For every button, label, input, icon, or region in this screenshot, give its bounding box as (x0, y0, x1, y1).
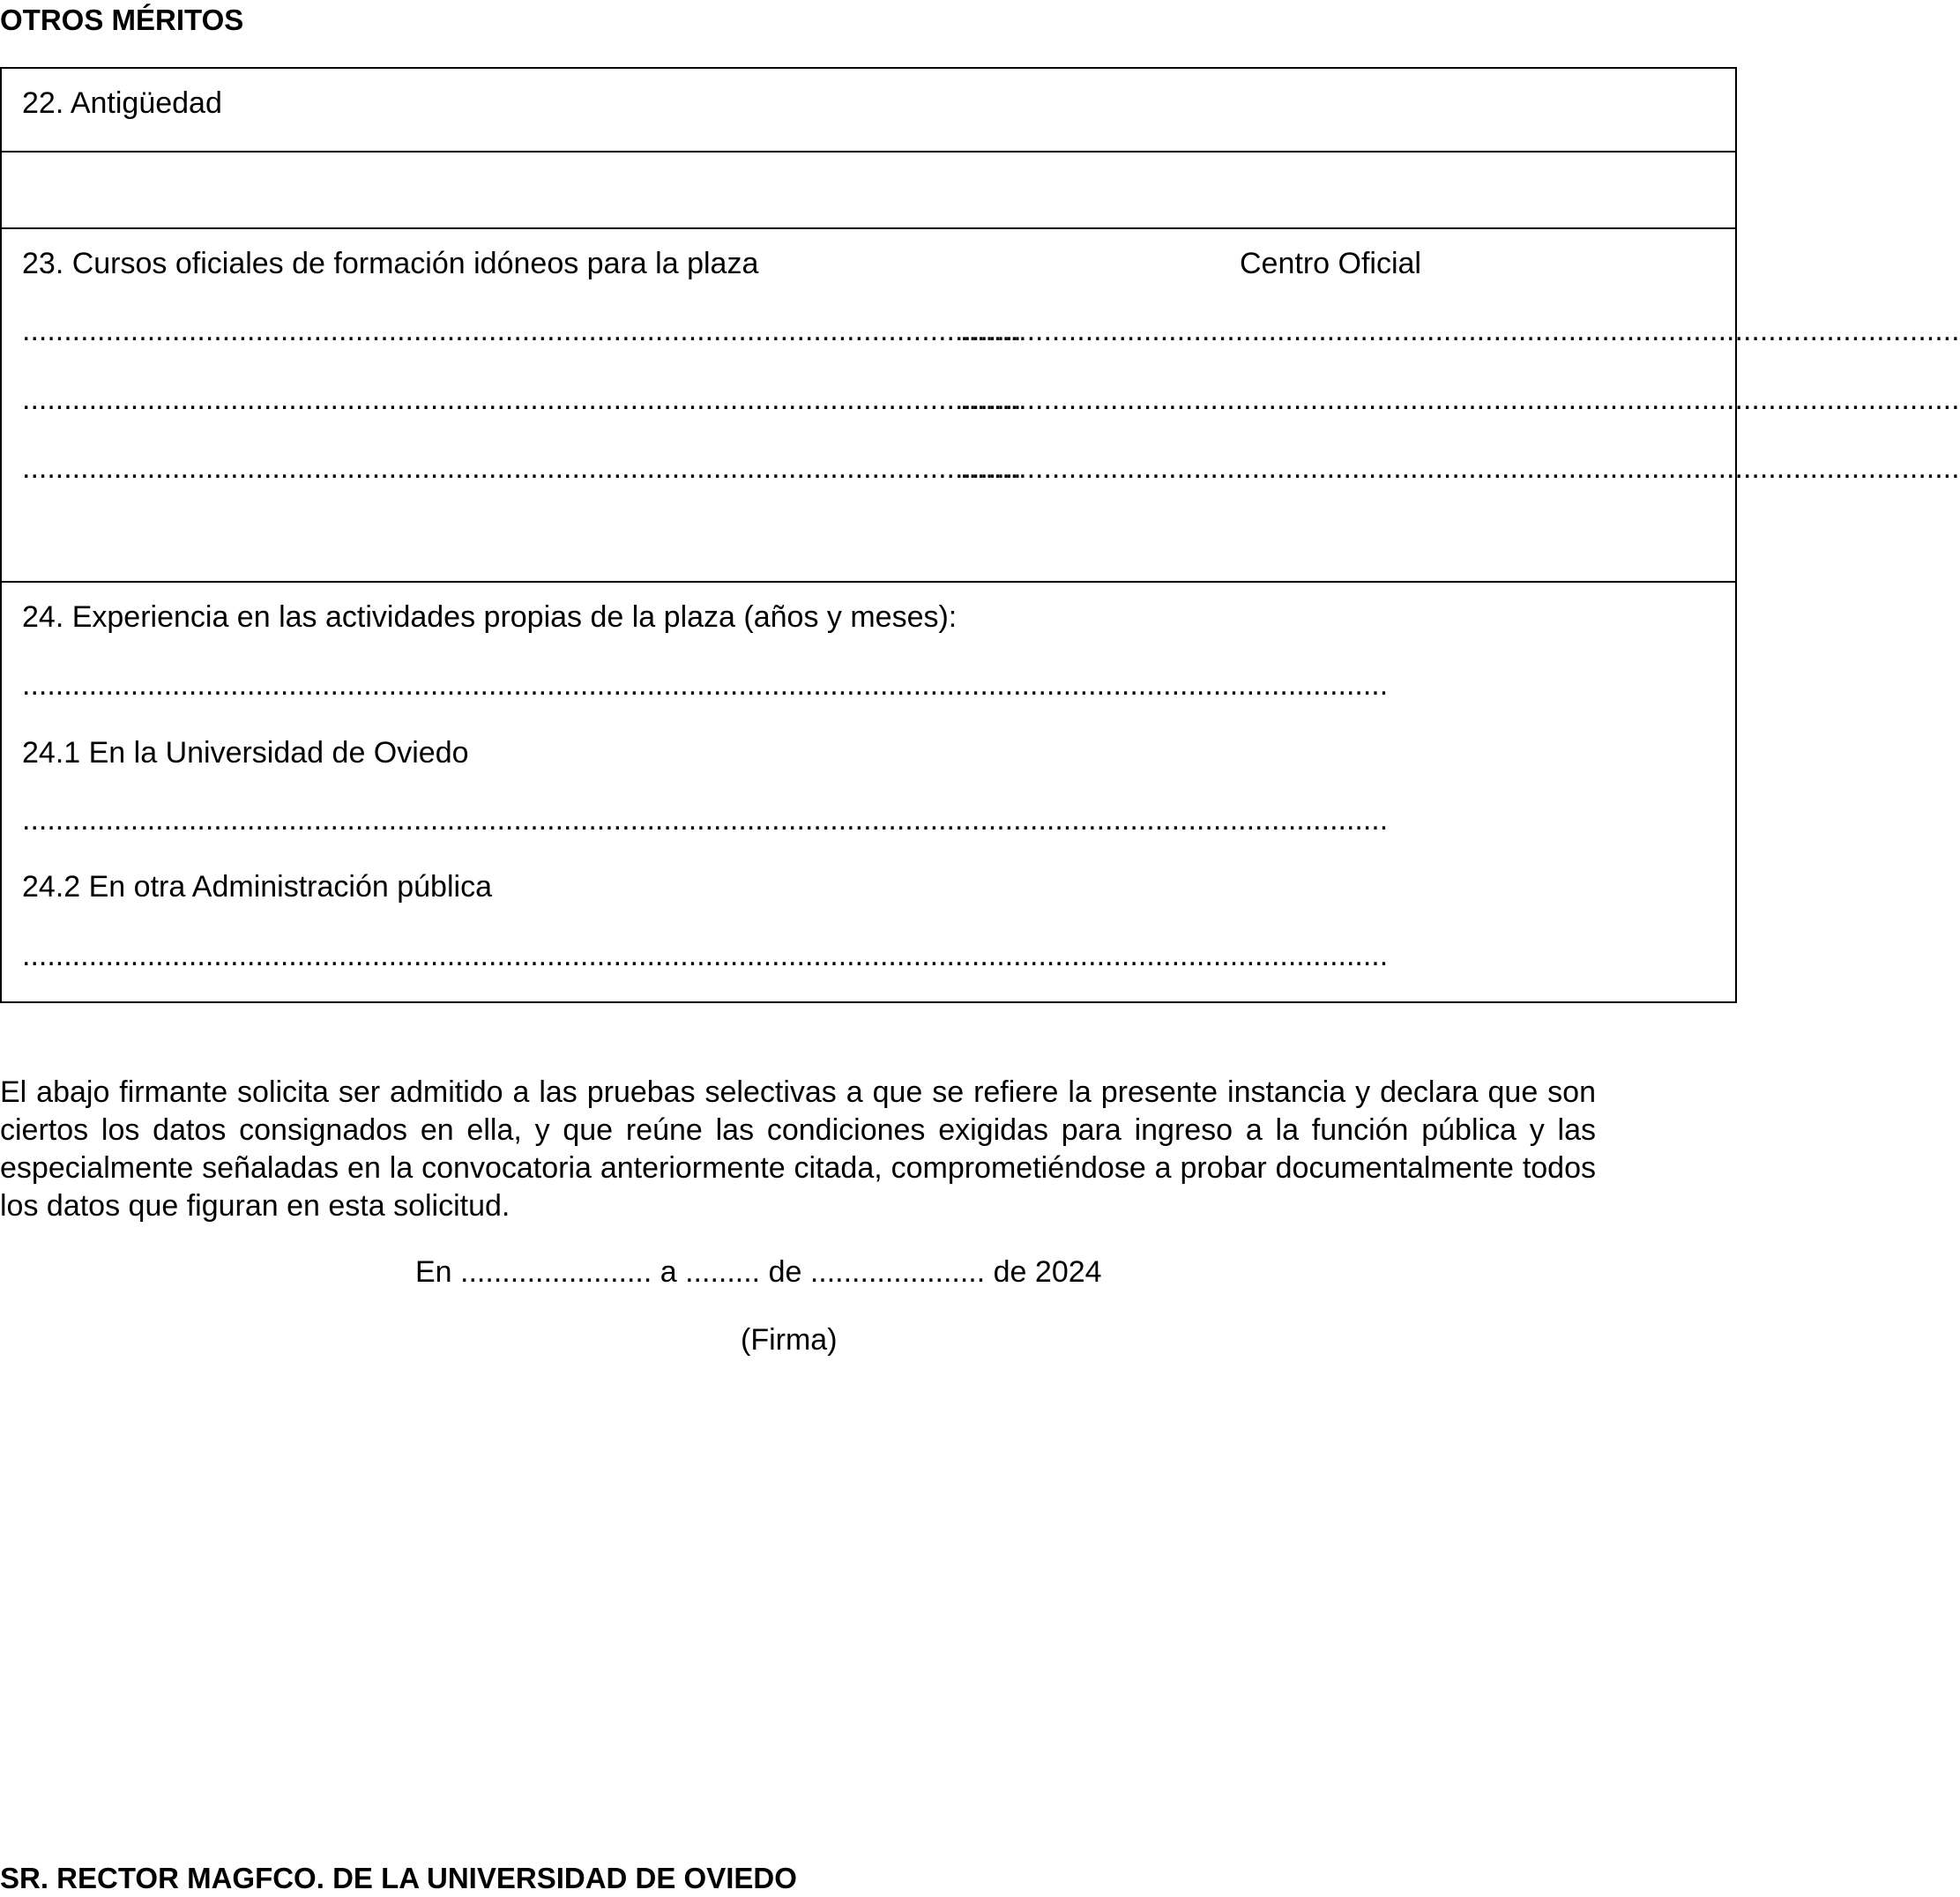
universidad-oviedo-label: 24.1 En la Universidad de Oviedo (22, 736, 469, 770)
otra-administracion-field[interactable]: .................................................................................................................................................................... (22, 939, 1389, 972)
antiguedad-value-field[interactable] (0, 151, 1737, 229)
signature-label: (Firma) (741, 1323, 838, 1357)
curso-field-3[interactable]: ........................................................................................................................ (22, 451, 1022, 485)
cursos-label: 23. Cursos oficiales de formación idóneos para la plaza (22, 247, 759, 280)
section-title: OTROS MÉRITOS (0, 4, 244, 36)
otra-administracion-label: 24.2 En otra Administración pública (22, 870, 492, 904)
curso-field-1[interactable]: ........................................................................................................................ (22, 314, 1022, 347)
universidad-oviedo-field[interactable]: .................................................................................................................................................................... (22, 803, 1389, 837)
centro-field-1[interactable]: ........................................................................................................................ (960, 314, 1960, 347)
antiguedad-label: 22. Antigüedad (22, 86, 222, 120)
experiencia-label: 24. Experiencia en las actividades propias de la plaza (años y meses): (22, 600, 958, 634)
centro-oficial-label: Centro Oficial (1240, 247, 1421, 280)
centro-field-2[interactable]: ........................................................................................................................ (960, 383, 1960, 416)
date-line: En ....................... a ......... de ..................... de 2024 (415, 1255, 1102, 1289)
antiguedad-row (0, 67, 1737, 153)
addressee: SR. RECTOR MAGFCO. DE LA UNIVERSIDAD DE OVIEDO (0, 1862, 797, 1894)
experiencia-field[interactable]: .................................................................................................................................................................... (22, 668, 1389, 702)
centro-field-3[interactable]: ........................................................................................................................ (960, 451, 1960, 485)
curso-field-2[interactable]: ........................................................................................................................ (22, 383, 1022, 416)
declaration-text: El abajo firmante solicita ser admitido a las pruebas selectivas a que se refiere la presente instancia y declara que son ciertos los datos consignados en ella, y que reúne las condiciones exigidas para ingreso a la función pública y las especialmente señaladas en la convocatoria anteriormente citada, comprometiéndose a probar documentalmente todos los datos que figuran en esta solicitud. (0, 1075, 1596, 1223)
